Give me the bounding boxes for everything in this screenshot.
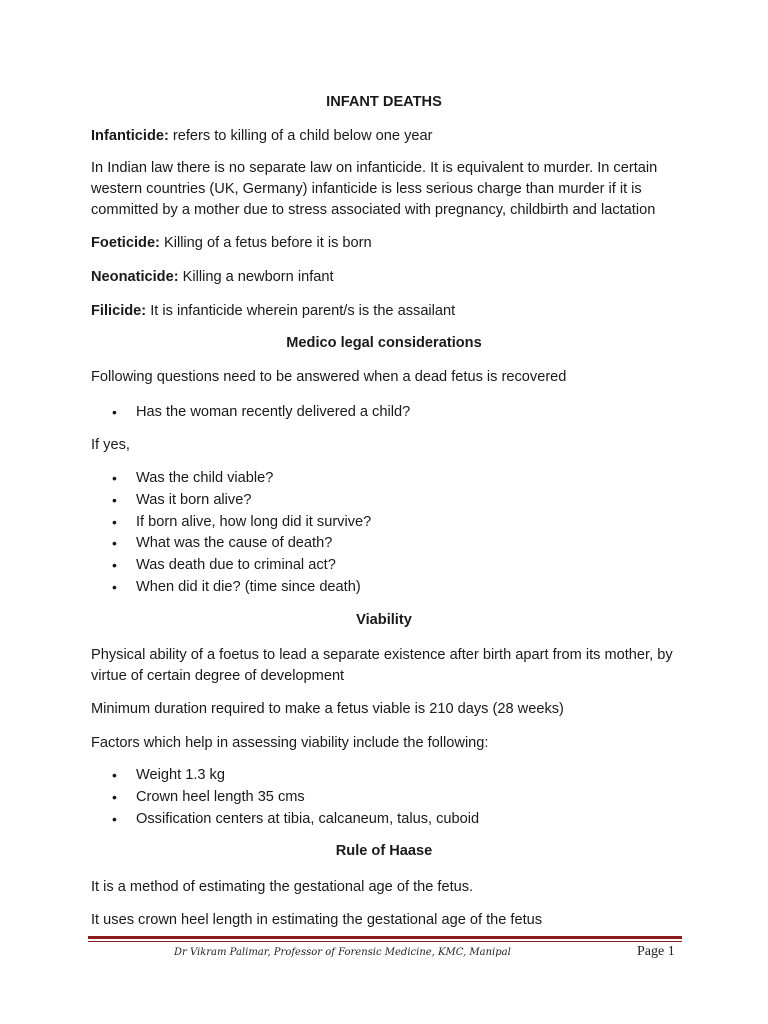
list-item: • When did it die? (time since death) bbox=[112, 577, 371, 599]
infanticide-text: refers to killing of a child below one year bbox=[168, 128, 433, 144]
list-item: • Was the child viable? bbox=[112, 468, 371, 490]
footer-rule-thin bbox=[88, 941, 682, 942]
filicide-text: It is infanticide wherein parent/s is the assailant bbox=[146, 303, 456, 319]
list-item: • Was it born alive? bbox=[112, 490, 371, 512]
law-paragraph: In Indian law there is no separate law on infanticide. It is equivalent to murder. In certain western countries (UK, Germany) infanticide is less serious charge than murder if it is committed by a mother due to stress associated with pregnancy, childbirth and lactation bbox=[91, 160, 658, 218]
second-question-list bbox=[112, 468, 371, 599]
foeticide-term: Foeticide: bbox=[91, 235, 160, 251]
haase-method: It is a method of estimating the gestational age of the fetus. bbox=[91, 879, 474, 895]
neonaticide-term: Neonaticide: bbox=[91, 269, 179, 285]
page-title: INFANT DEATHS bbox=[326, 94, 442, 110]
medico-intro: Following questions need to be answered when a dead fetus is recovered bbox=[91, 369, 567, 385]
filicide-definition bbox=[91, 301, 691, 322]
foeticide-definition bbox=[91, 233, 691, 254]
neonaticide-text: Killing a newborn infant bbox=[178, 269, 334, 285]
list-item: • What was the cause of death? bbox=[112, 533, 371, 555]
infanticide-definition bbox=[91, 126, 691, 147]
viability-duration: Minimum duration required to make a fetus viable is 210 days (28 weeks) bbox=[91, 701, 564, 717]
neonaticide-definition bbox=[91, 267, 691, 288]
list-item: • If born alive, how long did it survive? bbox=[112, 512, 371, 534]
first-question-list bbox=[112, 402, 410, 424]
filicide-term: Filicide: bbox=[91, 303, 147, 319]
foeticide-text: Killing of a fetus before it is born bbox=[159, 235, 372, 251]
list-item: • Has the woman recently delivered a child? bbox=[112, 402, 410, 424]
infanticide-term: Infanticide: bbox=[91, 128, 169, 144]
haase-heading: Rule of Haase bbox=[335, 843, 433, 859]
viability-factor-list bbox=[112, 765, 479, 830]
viability-heading: Viability bbox=[356, 612, 412, 628]
page-number: Page 1 bbox=[637, 944, 675, 959]
viability-definition: Physical ability of a foetus to lead a separate existence after birth apart from its mother, by virtue of certain degree of development bbox=[91, 647, 673, 684]
list-item: • Weight 1.3 kg bbox=[112, 765, 479, 787]
list-item: • Was death due to criminal act? bbox=[112, 555, 371, 577]
viability-factors-intro: Factors which help in assessing viability include the following: bbox=[91, 735, 489, 751]
footer-rule-thick bbox=[88, 936, 682, 939]
medico-heading: Medico legal considerations bbox=[286, 335, 482, 351]
list-item: • Crown heel length 35 cms bbox=[112, 787, 479, 809]
haase-crown-heel: It uses crown heel length in estimating the gestational age of the fetus bbox=[91, 912, 543, 928]
footer-author: Dr Vikram Palimar, Professor of Forensic Medicine, KMC, Manipal bbox=[174, 947, 511, 958]
if-yes-text: If yes, bbox=[91, 437, 130, 453]
list-item: • Ossification centers at tibia, calcaneum, talus, cuboid bbox=[112, 809, 479, 831]
